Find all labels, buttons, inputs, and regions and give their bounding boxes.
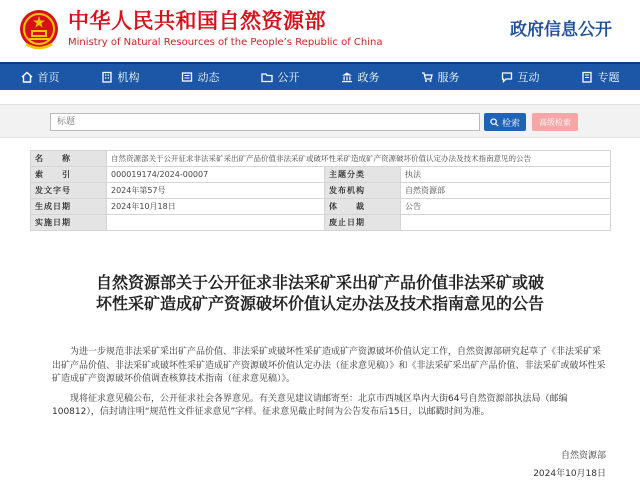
nav-item-service[interactable] (400, 64, 480, 90)
search-icon (490, 118, 499, 127)
site-title[interactable]: 中华人民共和国自然资源部 (68, 9, 326, 33)
meta-index-key: 索 引 (31, 167, 107, 183)
book-icon (581, 71, 593, 83)
meta-carrier-value: 公告 (401, 199, 611, 215)
nav-item-label: 专题 (597, 71, 620, 84)
meta-name-key: 名 称 (31, 151, 107, 167)
article-paragraph: 现将征求意见稿公布，公开征求社会各界意见。有关意见建议请邮寄至：北京市西城区阜内大街64号自然资源部执法局（邮编100812），信封请注明“规范性文件征求意见”字样。征求意见截止时间为公告发布后15日，以邮戳时间为准。 (52, 393, 568, 417)
main-nav (0, 62, 640, 90)
table-row (31, 167, 611, 183)
meta-doc-number-value: 2024年第57号 (107, 183, 325, 199)
search-button-label: 检索 (501, 118, 520, 129)
table-row (31, 183, 611, 199)
nav-item-label: 首页 (37, 71, 60, 84)
search-bar (0, 104, 640, 138)
table-row (31, 151, 611, 167)
nav-item-organization[interactable] (80, 64, 160, 90)
article-date: 2024年10月18日 (533, 469, 606, 479)
meta-generated-date-key: 生成日期 (31, 199, 107, 215)
advanced-search-button[interactable]: 高级检索 (532, 113, 578, 131)
nav-item-affairs[interactable] (320, 64, 400, 90)
meta-carrier-key: 体 裁 (325, 199, 401, 215)
nav-item-label: 机构 (117, 71, 140, 84)
meta-doc-number-key: 发文字号 (31, 183, 107, 199)
cart-icon (421, 71, 433, 83)
nav-item-label: 公开 (277, 71, 300, 84)
meta-issuer-value: 自然资源部 (401, 183, 611, 199)
nav-item-label: 政务 (357, 71, 380, 84)
article-paragraph: 为进一步规范非法采矿采出矿产品价值、非法采矿或破坏性采矿造成矿产资源破坏价值认定工作，自然资源部研究起草了《非法采矿采出矿产品价值、非法采矿或破坏性采矿造成矿产资源破坏价值认定办法（征求意见稿）》和《非法采矿采出矿产品价值、非法采矿或破坏性采矿造成矿产资源破坏价值调查核算技术指南（征求意见稿）》。 (52, 347, 606, 384)
national-emblem-icon[interactable] (18, 8, 60, 52)
nav-item-label: 动态 (197, 71, 220, 84)
news-icon (181, 71, 193, 83)
meta-index-value: 000019174/2024-00007 (107, 167, 325, 183)
search-button[interactable] (484, 113, 526, 131)
chat-icon (501, 71, 513, 83)
meta-implementation-date-value (107, 215, 325, 231)
nav-item-interaction[interactable] (480, 64, 560, 90)
meta-category-key: 主题分类 (325, 167, 401, 183)
site-header (0, 0, 640, 62)
nav-item-news[interactable] (160, 64, 240, 90)
site-subtitle: Ministry of Natural Resources of the People’s Republic of China (68, 37, 383, 48)
meta-name-value: 自然资源部关于公开征求非法采矿采出矿产品价值非法采矿或破坏性采矿造成矿产资源破坏价值认定办法及技术指南意见的公告 (107, 151, 611, 167)
nav-item-topics[interactable] (560, 64, 640, 90)
article-signature: 自然资源部 (560, 451, 606, 461)
folder-icon (261, 71, 273, 83)
nav-item-label: 互动 (517, 71, 540, 84)
meta-repeal-date-value (401, 215, 611, 231)
meta-repeal-date-key: 废止日期 (325, 215, 401, 231)
search-input[interactable] (50, 113, 480, 131)
table-row (31, 199, 611, 215)
table-row (31, 215, 611, 231)
article-body (52, 346, 608, 426)
bank-icon (341, 71, 353, 83)
nav-item-label: 服务 (437, 71, 460, 84)
meta-generated-date-value: 2024年10月18日 (107, 199, 325, 215)
building-icon (101, 71, 113, 83)
meta-issuer-key: 发布机构 (325, 183, 401, 199)
article-title: 自然资源部关于公开征求非法采矿采出矿产品价值非法采矿或破坏性采矿造成矿产资源破坏价值认定办法及技术指南意见的公告 (95, 273, 544, 313)
home-icon (21, 71, 33, 83)
nav-item-home[interactable] (0, 64, 80, 90)
gov-open-heading[interactable]: 政府信息公开 (510, 20, 612, 40)
nav-item-public[interactable] (240, 64, 320, 90)
document-metadata-table (30, 150, 611, 231)
meta-implementation-date-key: 实施日期 (31, 215, 107, 231)
meta-category-value: 执法 (401, 167, 611, 183)
